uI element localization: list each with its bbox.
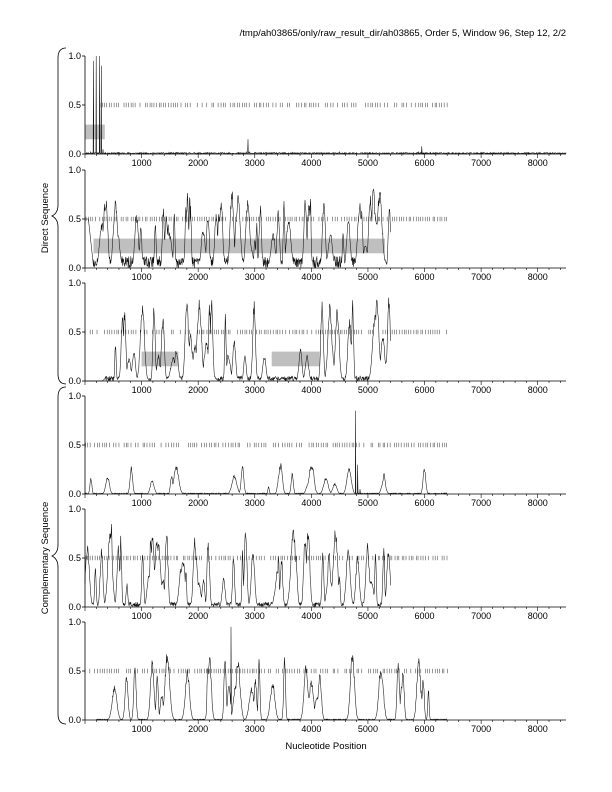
x-tick-label: 6000 [414, 611, 435, 621]
x-tick-label: 2000 [188, 498, 209, 508]
x-tick-label: 4000 [301, 724, 322, 734]
motif-ticks-4 [86, 443, 447, 447]
x-tick-label: 6000 [414, 272, 435, 282]
panel-4 [68, 391, 566, 508]
motif-ticks-1 [100, 103, 447, 107]
x-tick-label: 4000 [301, 385, 322, 395]
x-tick-label: 7000 [471, 385, 492, 395]
panel-6 [68, 617, 566, 734]
x-tick-label: 4000 [301, 158, 322, 168]
x-tick-label: 1000 [131, 158, 152, 168]
motif-ticks-3 [85, 330, 446, 334]
series-line-4 [85, 411, 447, 494]
x-tick-label: 4000 [301, 498, 322, 508]
y-tick-label: 0.0 [68, 149, 81, 159]
series-line-5 [85, 524, 391, 607]
series-line-3 [85, 298, 390, 381]
x-tick-label: 3000 [244, 498, 265, 508]
x-tick-label: 3000 [244, 158, 265, 168]
x-tick-label: 7000 [471, 498, 492, 508]
x-tick-label: 6000 [414, 724, 435, 734]
x-tick-label: 3000 [244, 611, 265, 621]
motif-ticks-5 [86, 556, 447, 560]
series-line-6 [96, 627, 447, 720]
x-tick-label: 8000 [527, 611, 548, 621]
y-tick-label: 0.0 [68, 715, 81, 725]
panels [68, 51, 566, 734]
x-tick-label: 2000 [188, 158, 209, 168]
x-tick-label: 5000 [357, 158, 378, 168]
x-tick-label: 7000 [471, 272, 492, 282]
x-tick-label: 1000 [131, 724, 152, 734]
y-tick-label: 0.5 [68, 100, 81, 110]
x-tick-label: 8000 [527, 498, 548, 508]
panel-1 [68, 51, 566, 168]
x-tick-label: 3000 [244, 385, 265, 395]
x-tick-label: 5000 [357, 611, 378, 621]
x-axis-label: Nucleotide Position [285, 741, 367, 752]
panel-2 [68, 165, 566, 282]
x-tick-label: 6000 [414, 158, 435, 168]
x-tick-label: 5000 [357, 724, 378, 734]
x-tick-label: 2000 [188, 724, 209, 734]
x-tick-label: 5000 [357, 498, 378, 508]
highlight-box-1 [85, 125, 105, 140]
x-tick-label: 8000 [527, 272, 548, 282]
x-tick-label: 6000 [414, 498, 435, 508]
highlight-box-1 [93, 239, 384, 254]
y-tick-label: 1.0 [68, 617, 81, 627]
x-tick-label: 7000 [471, 724, 492, 734]
x-tick-label: 5000 [357, 272, 378, 282]
x-tick-label: 8000 [527, 724, 548, 734]
y-tick-label: 0.0 [68, 602, 81, 612]
x-tick-label: 3000 [244, 724, 265, 734]
x-tick-label: 2000 [188, 385, 209, 395]
highlight-box-2 [272, 352, 320, 367]
x-tick-label: 1000 [131, 385, 152, 395]
y-tick-label: 0.0 [68, 376, 81, 386]
y-tick-label: 1.0 [68, 391, 81, 401]
y-tick-label: 0.5 [68, 440, 81, 450]
x-tick-label: 7000 [471, 611, 492, 621]
x-tick-label: 5000 [357, 385, 378, 395]
y-tick-label: 1.0 [68, 51, 81, 61]
complementary-group-brace [52, 387, 66, 724]
y-tick-label: 0.5 [68, 666, 81, 676]
x-tick-label: 3000 [244, 272, 265, 282]
y-tick-label: 0.5 [68, 327, 81, 337]
x-tick-label: 1000 [131, 611, 152, 621]
direct-sequence-label: Direct Sequence [40, 182, 51, 254]
x-tick-label: 4000 [301, 611, 322, 621]
y-tick-label: 1.0 [68, 504, 81, 514]
motif-ticks-6 [85, 669, 447, 673]
x-tick-label: 4000 [301, 272, 322, 282]
series-line-2 [85, 189, 391, 268]
header-caption: /tmp/ah03865/only/raw_result_dir/ah03865, Order 5, Window 96, Step 12, 2/2 [239, 28, 566, 39]
x-tick-label: 2000 [188, 272, 209, 282]
y-tick-label: 0.0 [68, 489, 81, 499]
y-tick-label: 0.5 [68, 553, 81, 563]
x-tick-label: 7000 [471, 158, 492, 168]
x-tick-label: 8000 [527, 158, 548, 168]
panel-5 [68, 504, 566, 621]
x-tick-label: 6000 [414, 385, 435, 395]
y-tick-label: 0.5 [68, 214, 81, 224]
x-tick-label: 8000 [527, 385, 548, 395]
panel-3 [68, 278, 566, 395]
y-tick-label: 1.0 [68, 165, 81, 175]
x-tick-label: 1000 [131, 272, 152, 282]
motif-ticks-2 [86, 217, 446, 221]
direct-group-brace [52, 48, 66, 384]
y-tick-label: 0.0 [68, 263, 81, 273]
complementary-sequence-label: Complementary Sequence [40, 501, 51, 615]
x-tick-label: 1000 [131, 498, 152, 508]
y-tick-label: 1.0 [68, 278, 81, 288]
x-tick-label: 2000 [188, 611, 209, 621]
